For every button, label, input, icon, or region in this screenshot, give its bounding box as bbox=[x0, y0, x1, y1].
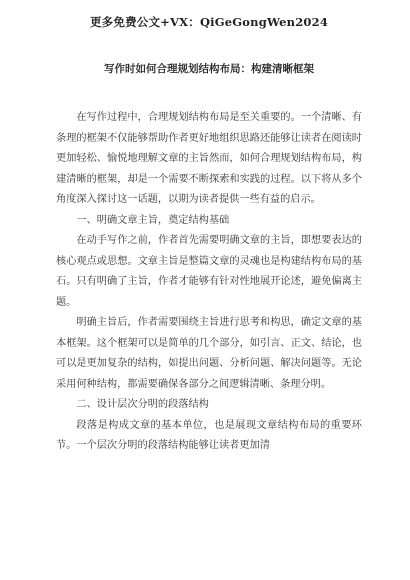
document-body bbox=[56, 108, 362, 457]
paragraph-intro: 在写作过程中，合理规划结构布局是至关重要的。一个清晰、有条理的框架不仅能够帮助作者更好地组织思路还能够让读者在阅读时更加轻松、愉悦地理解文章的主旨然而，如何合理规划结构布局，构建清晰的框架，却是一个需要不断探索和实践的过程。以下将从多个角度深入探讨这一话题，以期为读者提供一些有益的启示。 bbox=[56, 112, 362, 205]
paragraph-section2-a: 段落是构成文章的基本单位，也是展现文章结构布局的重要环节。一个层次分明的段落结构能够让读者更加清 bbox=[56, 419, 362, 451]
section-heading-1: 一、明确文章主旨，奠定结构基础 bbox=[76, 214, 230, 226]
paragraph-section1-a: 在动手写作之前，作者首先需要明确文章的主旨，即想要表达的核心观点或思想。文章主旨是整篇文章的灵魂也是构建结构布局的基石。只有明确了主旨，作者才能够有针对性地展开论述，避免偏离主题。 bbox=[56, 235, 362, 308]
document-title: 写作时如何合理规划结构布局：构建清晰框架 bbox=[104, 63, 314, 75]
paragraph-section1-b: 明确主旨后，作者需要围绕主旨进行思考和构思，确定文章的基本框架。这个框架可以是简单的几个部分，如引言、正文、结论，也可以是更加复杂的结构，如提出问题、分析问题、解决问题等。无论采用何种结构，都需要确保各部分之间逻辑清晰、条理分明。 bbox=[56, 317, 362, 390]
section-heading-2: 二、设计层次分明的段落结构 bbox=[76, 399, 209, 410]
watermark-header: 更多免费公文+VX：QiGeGongWen2024 bbox=[89, 15, 329, 29]
